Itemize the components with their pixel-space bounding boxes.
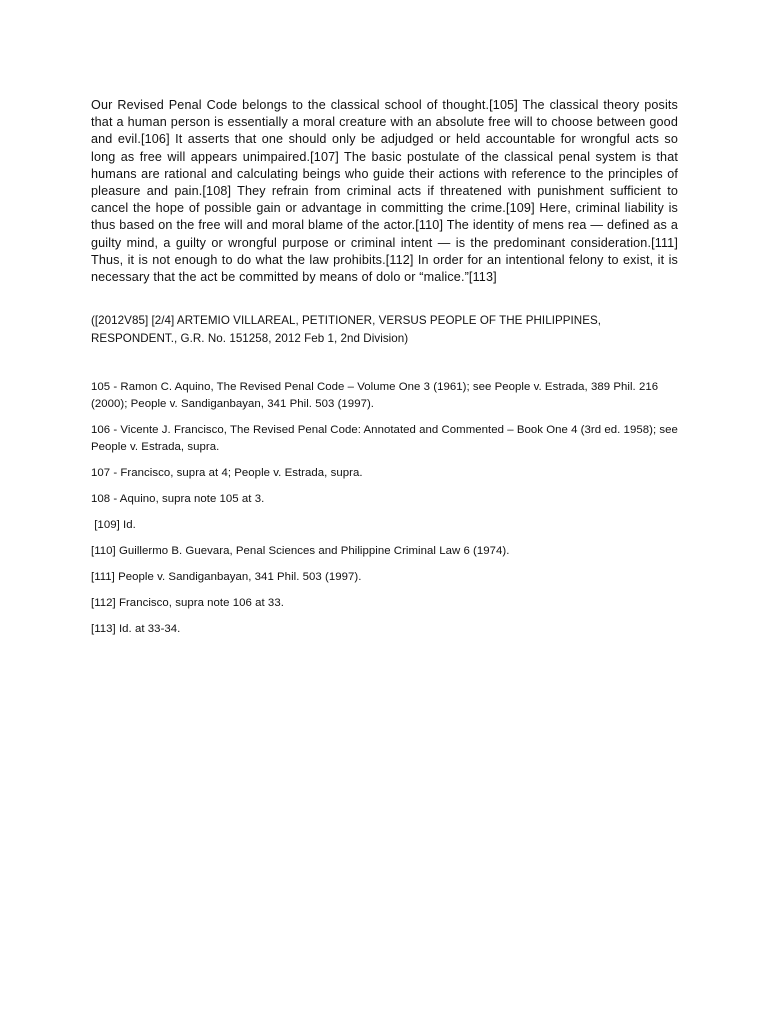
footnote-106: 106 - Vicente J. Francisco, The Revised Penal Code: Annotated and Commented – Book One 4 (3rd ed. 1958); see People v. Estrada, supra.	[91, 424, 678, 453]
case-citation: ([2012V85] [2/4] ARTEMIO VILLAREAL, PETITIONER, VERSUS PEOPLE OF THE PHILIPPINES, RESPONDENT., G.R. No. 151258, 2012 Feb 1, 2nd Division)	[91, 314, 602, 345]
footnote-105: 105 - Ramon C. Aquino, The Revised Penal Code – Volume One 3 (1961); see People v. Estrada, 389 Phil. 216 (2000); People v. Sandiganbayan, 341 Phil. 503 (1997).	[91, 381, 659, 410]
footnote-110: [110] Guillermo B. Guevara, Penal Sciences and Philippine Criminal Law 6 (1974).	[91, 545, 510, 557]
footnote-112: [112] Francisco, supra note 106 at 33.	[91, 597, 284, 609]
footnote-108: 108 - Aquino, supra note 105 at 3.	[91, 493, 265, 505]
main-paragraph: Our Revised Penal Code belongs to the classical school of thought.[105] The classical theory posits that a human person is essentially a moral creature with an absolute free will to choose between good and evil.[106] It asserts that one should only be adjudged or held accountable for wrongful acts so long as free will appears unimpaired.[107] The basic postulate of the classical penal system is that humans are rational and calculating beings who guide their actions with reference to the principles of pleasure and pain.[108] They refrain from criminal acts if threatened with punishment sufficient to cancel the hope of possible gain or advantage in committing the crime.[109] Here, criminal liability is thus based on the free will and moral blame of the actor.[110] The identity of mens rea — defined as a guilty mind, a guilty or wrongful purpose or criminal intent — is the predominant consideration.[111] Thus, it is not enough to do what the law prohibits.[112] In order for an intentional felony to exist, it is necessary that the act be committed by means of dolo or “malice.”[113]	[91, 98, 678, 285]
footnote-113: [113] Id. at 33-34.	[91, 623, 181, 635]
footnote-107: 107 - Francisco, supra at 4; People v. Estrada, supra.	[91, 467, 363, 479]
footnote-list	[91, 379, 681, 647]
footnote-111: [111] People v. Sandiganbayan, 341 Phil. 503 (1997).	[91, 571, 362, 583]
footnote-109: [109] Id.	[91, 519, 136, 531]
